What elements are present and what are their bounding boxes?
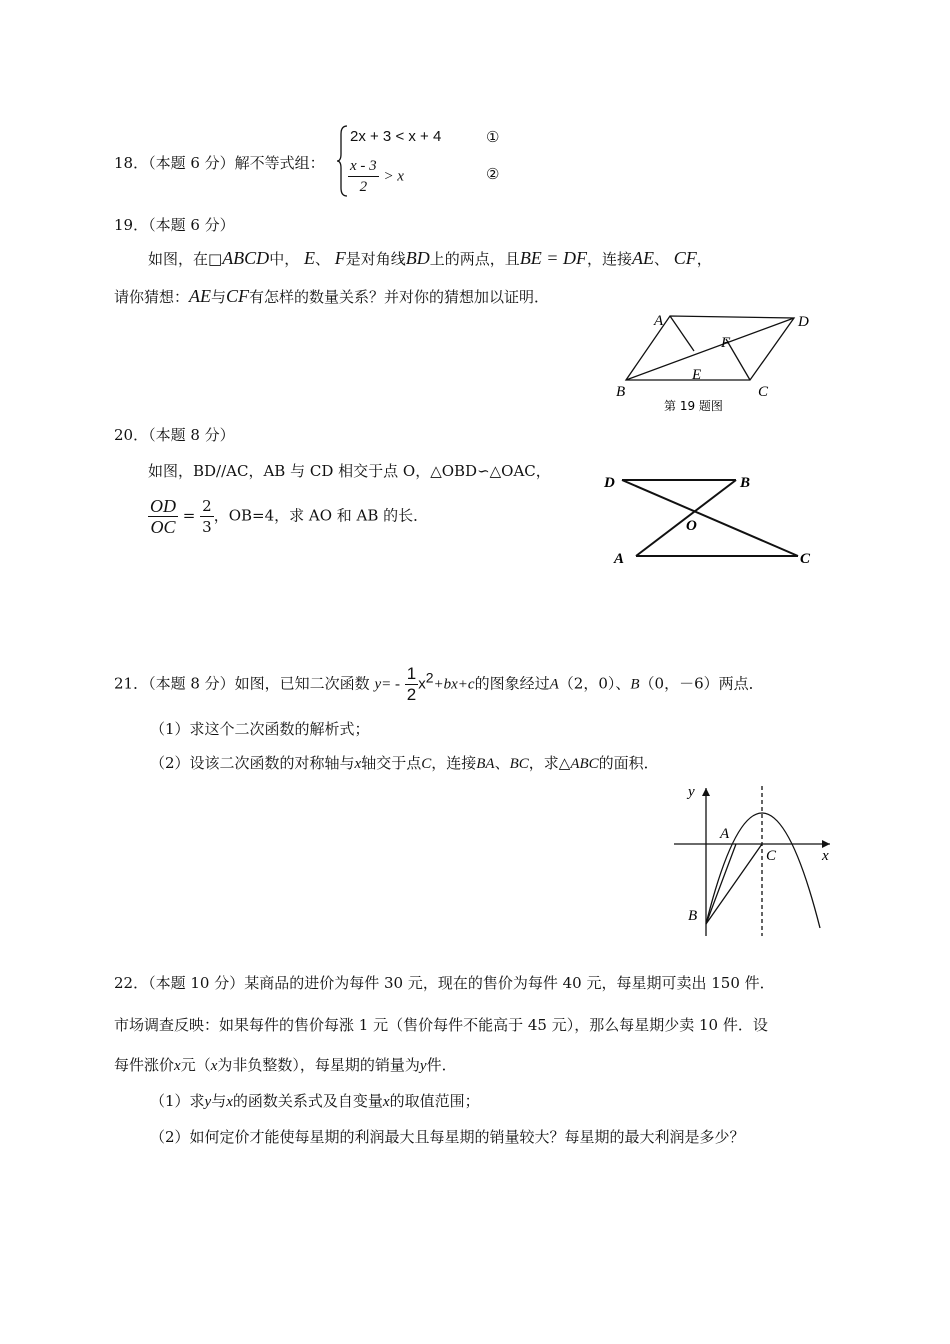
q21-sub2: （2）设该二次函数的对称轴与x轴交于点C，连接BA、BC，求△ABC的面积．: [150, 754, 659, 772]
q18-label: 18．（本题 6 分）解不等式组：: [114, 154, 325, 172]
segment-bc: [706, 844, 762, 924]
q21-sub1: （1）求这个二次函数的解析式；: [150, 720, 370, 738]
segment-ae: [670, 316, 694, 351]
q20-label-a: A: [614, 551, 625, 567]
q19-label-e: E: [692, 367, 702, 383]
q20-line2: $\frac{OD}{OC}$ = $\frac{2}{3}$ ，OB=4，求 AO 和 AB 的长．: [150, 496, 429, 537]
q21-label-a: A: [720, 826, 730, 842]
q20-label-b: B: [740, 475, 751, 491]
q18-mark-1: ①: [486, 128, 500, 146]
q21-label-b: B: [688, 908, 698, 924]
q18-ineq2-rest: > x: [383, 168, 404, 185]
segment-dc: [622, 480, 798, 556]
q20-label-o: O: [686, 518, 697, 534]
q19-line2: 请你猜想：AE与CF有怎样的数量关系？并对你的猜想加以证明．: [114, 286, 550, 306]
q21-figure: [670, 780, 840, 940]
q20-label-d: D: [604, 475, 615, 491]
q19-label: 19．（本题 6 分）: [114, 216, 235, 234]
q19-label-a: A: [654, 313, 664, 329]
q21-label-x: x: [822, 848, 829, 864]
diagonal-bd: [626, 318, 794, 380]
x-arrow-icon: [822, 840, 830, 848]
q22-sub2: （2）如何定价才能使每星期的利润最大且每星期的销量较大？每星期的最大利润是多少？: [150, 1128, 745, 1146]
q18-inequality-1: 2x + 3 < x + 4: [350, 128, 442, 145]
q19-label-b: B: [616, 384, 626, 400]
q22-line3: 每件涨价x元（x为非负整数），每星期的销量为y件．: [114, 1056, 457, 1074]
q19-caption: 第 19 题图: [664, 399, 723, 413]
q20-label-c: C: [800, 551, 811, 567]
q18-frac-den: 2: [359, 179, 368, 195]
q19-line1: 如图，在□ABCD中， E、 F是对角线BD上的两点，且BE = DF，连接AE、 CF，: [148, 248, 712, 268]
q21-label-c: C: [766, 848, 777, 864]
q18-frac-num: x - 3: [348, 156, 379, 177]
q22-line2: 市场调查反映：如果每件的售价每涨 1 元（售价每件不能高于 45 元），那么每星期少卖 10 件．设: [114, 1016, 768, 1034]
q19-figure: [606, 308, 820, 418]
q19-label-c: C: [758, 384, 769, 400]
q20-label: 20．（本题 8 分）: [114, 426, 235, 444]
q21-line: 21．（本题 8 分）如图，已知二次函数 y= - $\frac{1}{2}$ $x^2+bx+c$的图象经过A（2，0）、B（0，－6）两点．: [114, 664, 764, 704]
q19-label-f: F: [721, 335, 731, 351]
q21-label-y: y: [688, 784, 695, 800]
q18-inequality-2: [348, 156, 404, 197]
q22-line1: 22．（本题 10 分）某商品的进价为每件 30 元，现在的售价为每件 40 元，每星期可卖出 150 件．: [114, 974, 775, 992]
q20-figure: [600, 468, 820, 572]
q22-sub1: （1）求y与x的函数关系式及自变量x的取值范围；: [150, 1092, 480, 1110]
segment-ba: [706, 844, 736, 924]
y-arrow-icon: [702, 788, 710, 796]
q20-line1: 如图，BD//AC，AB 与 CD 相交于点 O，△OBD∽△OAC，: [148, 462, 551, 480]
q18-mark-2: ②: [486, 165, 500, 183]
q19-label-d: D: [798, 314, 809, 330]
